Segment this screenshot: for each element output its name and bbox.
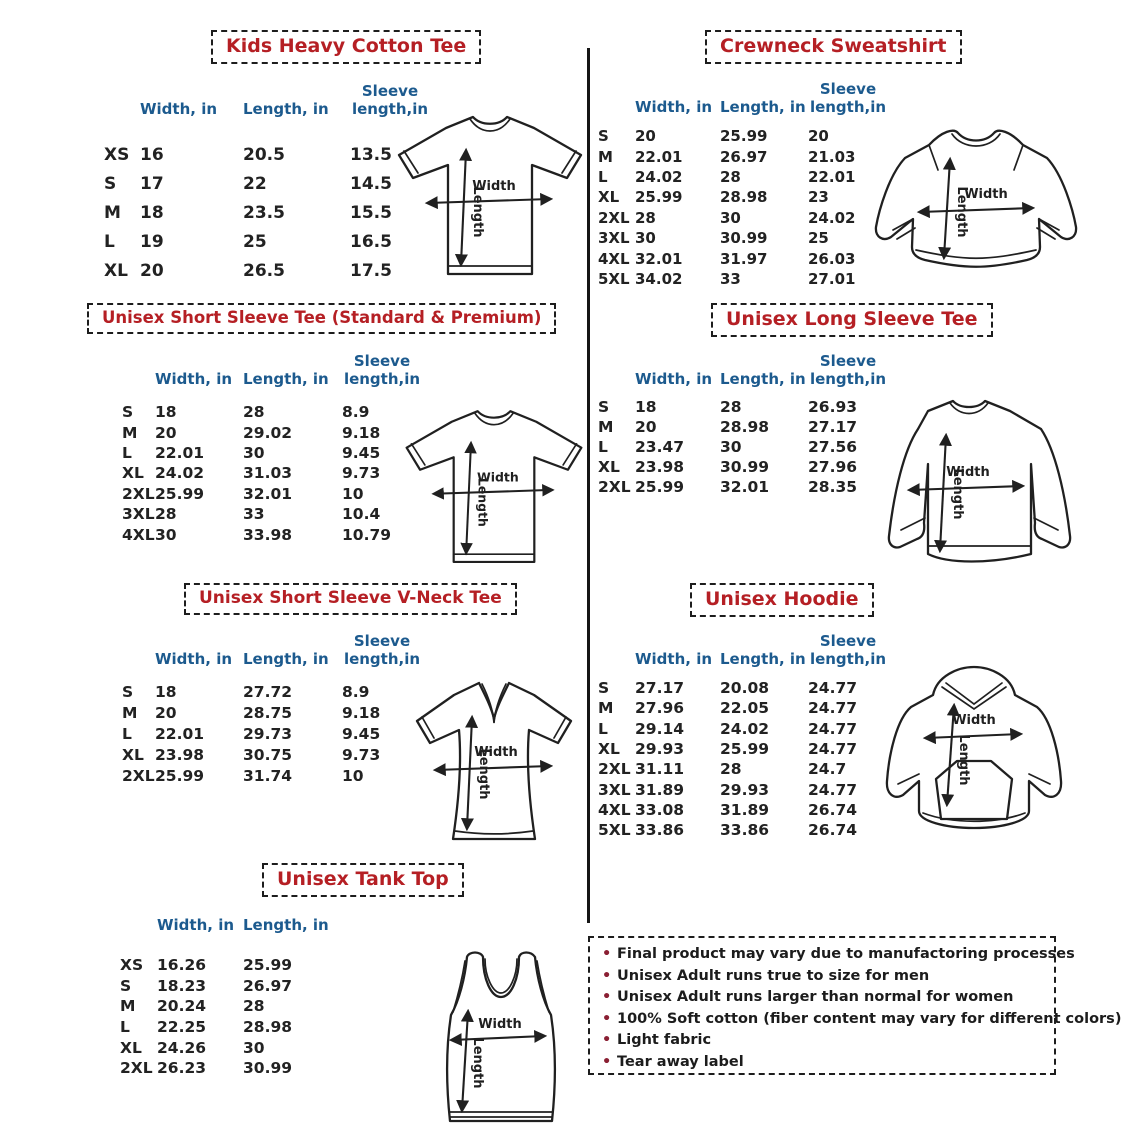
size-label: 2XL bbox=[120, 1059, 153, 1078]
measurement-value: 30.99 bbox=[720, 458, 770, 476]
measurement-value: 15.5 bbox=[350, 202, 392, 223]
section-title-unisex-hoodie: Unisex Hoodie bbox=[690, 583, 874, 617]
measurement-value: 18 bbox=[155, 403, 177, 422]
measurement-value: 23 bbox=[808, 188, 829, 207]
measurement-value: 9.18 bbox=[342, 704, 381, 723]
length-arrow-label: Length bbox=[954, 186, 969, 238]
size-table-kids-heavy-cotton-tee bbox=[104, 82, 430, 285]
size-row bbox=[598, 719, 888, 739]
size-row bbox=[598, 269, 888, 289]
measurement-value: 27.17 bbox=[808, 418, 858, 436]
measurement-value: 28.75 bbox=[243, 704, 293, 723]
size-label: S bbox=[120, 976, 132, 995]
size-label: 2XL bbox=[598, 478, 631, 496]
size-label: 4XL bbox=[598, 249, 630, 268]
size-row bbox=[598, 779, 888, 799]
size-label: M bbox=[598, 147, 613, 166]
size-row bbox=[120, 976, 333, 997]
column-header: Sleeve length,in bbox=[351, 82, 429, 118]
measurement-value: 24.77 bbox=[808, 699, 858, 718]
measurement-value: 22.01 bbox=[808, 167, 856, 186]
measurement-value: 24.02 bbox=[720, 719, 770, 738]
size-label: 3XL bbox=[598, 780, 631, 799]
section-title-unisex-tank-top: Unisex Tank Top bbox=[262, 863, 464, 897]
measurement-value: 27.56 bbox=[808, 438, 858, 456]
column-header: Sleeve length,in bbox=[343, 352, 421, 388]
size-label: 2XL bbox=[598, 760, 631, 779]
size-row bbox=[120, 1017, 333, 1038]
size-row bbox=[598, 477, 888, 497]
size-row bbox=[122, 724, 422, 745]
width-arrow-label: Width bbox=[478, 1017, 522, 1032]
column-header: Length, in bbox=[243, 650, 329, 668]
section-title-unisex-short-sleeve-tee: Unisex Short Sleeve Tee (Standard & Premium) bbox=[87, 303, 556, 334]
column-header: Width, in bbox=[635, 650, 713, 668]
column-header: Length, in bbox=[243, 916, 329, 934]
size-label: 4XL bbox=[598, 800, 631, 819]
measurement-value: 30 bbox=[635, 229, 656, 248]
section-title-kids-heavy-cotton-tee: Kids Heavy Cotton Tee bbox=[211, 30, 481, 64]
size-label: 5XL bbox=[598, 269, 630, 288]
measurement-value: 21.03 bbox=[808, 147, 856, 166]
measurement-value: 28 bbox=[243, 403, 265, 422]
measurement-value: 9.18 bbox=[342, 423, 381, 442]
size-row bbox=[122, 463, 422, 483]
note-item: • Tear away label bbox=[602, 1052, 1042, 1074]
size-row bbox=[104, 169, 430, 198]
measurement-value: 25.99 bbox=[720, 127, 768, 146]
measurement-value: 33.08 bbox=[635, 800, 685, 819]
measurement-value: 20.08 bbox=[720, 679, 770, 698]
size-label: 3XL bbox=[122, 505, 155, 524]
measurement-value: 30 bbox=[720, 438, 742, 456]
measurement-value: 18.23 bbox=[157, 976, 207, 995]
column-header: Width, in bbox=[635, 370, 713, 388]
size-label: XL bbox=[598, 740, 620, 759]
size-row bbox=[598, 126, 888, 146]
measurement-value: 30 bbox=[155, 525, 177, 544]
note-item: • Unisex Adult runs larger than normal for women bbox=[602, 987, 1042, 1009]
measurement-value: 30 bbox=[720, 208, 741, 227]
measurement-value: 22.01 bbox=[155, 724, 205, 743]
size-row bbox=[598, 248, 888, 268]
measurement-value: 26.74 bbox=[808, 821, 858, 840]
column-header: Sleeve length,in bbox=[809, 352, 887, 388]
size-row bbox=[120, 1037, 333, 1058]
measurement-value: 22.01 bbox=[635, 147, 683, 166]
column-header: Width, in bbox=[155, 650, 233, 668]
length-arrow-label: Length bbox=[475, 477, 491, 527]
width-arrow-label: Width bbox=[964, 187, 1008, 202]
measurement-value: 26.74 bbox=[808, 800, 858, 819]
note-item: • Unisex Adult runs true to size for men bbox=[602, 966, 1042, 988]
size-label: L bbox=[122, 443, 132, 462]
measurement-value: 22.05 bbox=[720, 699, 770, 718]
measurement-value: 29.93 bbox=[720, 780, 770, 799]
measurement-value: 33.86 bbox=[720, 821, 770, 840]
measurement-value: 26.23 bbox=[157, 1059, 207, 1078]
size-label: M bbox=[120, 997, 136, 1016]
measurement-value: 23.98 bbox=[155, 745, 205, 764]
length-arrow-label: Length bbox=[470, 1037, 485, 1089]
size-label: L bbox=[120, 1018, 130, 1037]
measurement-value: 10 bbox=[342, 484, 364, 503]
measurement-value: 23.5 bbox=[243, 202, 285, 223]
size-label: M bbox=[598, 699, 614, 718]
column-header: Width, in bbox=[157, 916, 235, 934]
size-table-unisex-hoodie bbox=[598, 632, 888, 840]
garment-outline bbox=[407, 411, 582, 562]
size-table-unisex-long-sleeve-tee bbox=[598, 352, 888, 497]
width-arrow-label: Width bbox=[952, 713, 996, 728]
measurement-value: 29.14 bbox=[635, 719, 685, 738]
measurement-value: 20 bbox=[808, 127, 829, 146]
column-header: Width, in bbox=[140, 100, 218, 118]
measurement-value: 24.77 bbox=[808, 740, 858, 759]
measurement-value: 24.02 bbox=[808, 208, 856, 227]
measurement-value: 25 bbox=[243, 231, 267, 252]
size-label: L bbox=[122, 724, 132, 743]
product-notes-box bbox=[588, 936, 1122, 1075]
measurement-value: 22.25 bbox=[157, 1018, 207, 1037]
column-header: Length, in bbox=[243, 370, 329, 388]
size-label: XL bbox=[122, 745, 144, 764]
measurement-value: 25.99 bbox=[155, 484, 205, 503]
measurement-value: 30 bbox=[243, 443, 265, 462]
measurement-value: 29.73 bbox=[243, 724, 293, 743]
size-row bbox=[120, 1058, 333, 1079]
size-label: 2XL bbox=[122, 484, 155, 503]
size-label: 5XL bbox=[598, 821, 631, 840]
measurement-value: 30.75 bbox=[243, 745, 293, 764]
measurement-value: 28 bbox=[720, 167, 741, 186]
width-arrow-label: Width bbox=[946, 465, 990, 480]
length-arrow-label: Length bbox=[476, 748, 491, 800]
measurement-value: 24.77 bbox=[808, 679, 858, 698]
measurement-value: 31.74 bbox=[243, 766, 293, 785]
measurement-value: 14.5 bbox=[350, 173, 392, 194]
size-table-unisex-short-sleeve-tee bbox=[122, 352, 422, 545]
measurement-value: 28 bbox=[155, 505, 177, 524]
measurement-value: 18 bbox=[140, 202, 164, 223]
measurement-value: 20 bbox=[635, 127, 656, 146]
size-row bbox=[598, 457, 888, 477]
hoodie-illustration bbox=[880, 660, 1068, 862]
note-item: • Light fabric bbox=[602, 1030, 1042, 1052]
width-arrow-label: Width bbox=[474, 745, 518, 760]
measurement-value: 28.98 bbox=[720, 188, 768, 207]
measurement-value: 8.9 bbox=[342, 403, 370, 422]
measurement-value: 28.98 bbox=[243, 1018, 293, 1037]
measurement-value: 20 bbox=[140, 260, 164, 281]
size-row bbox=[598, 800, 888, 820]
measurement-value: 26.93 bbox=[808, 398, 858, 416]
measurement-value: 16.26 bbox=[157, 956, 207, 975]
measurement-value: 29.02 bbox=[243, 423, 293, 442]
size-row bbox=[598, 739, 888, 759]
measurement-value: 32.01 bbox=[635, 249, 683, 268]
size-column-corner bbox=[122, 632, 155, 682]
measurement-value: 20 bbox=[155, 704, 177, 723]
measurement-value: 28.35 bbox=[808, 478, 858, 496]
measurement-value: 19 bbox=[140, 231, 164, 252]
measurement-value: 30 bbox=[243, 1038, 265, 1057]
measurement-value: 28 bbox=[243, 997, 265, 1016]
measurement-value: 33.86 bbox=[635, 821, 685, 840]
measurement-value: 25.99 bbox=[635, 188, 683, 207]
size-row bbox=[598, 698, 888, 718]
size-row bbox=[122, 765, 422, 786]
measurement-value: 31.11 bbox=[635, 760, 685, 779]
size-column-corner bbox=[598, 80, 635, 126]
measurement-value: 28 bbox=[720, 398, 742, 416]
garment-outline bbox=[889, 401, 1070, 562]
measurement-value: 26.97 bbox=[720, 147, 768, 166]
measurement-value: 10.4 bbox=[342, 505, 381, 524]
width-arrow-label: Width bbox=[476, 469, 519, 485]
measurement-value: 31.97 bbox=[720, 249, 768, 268]
tank-top-illustration bbox=[416, 942, 586, 1134]
measurement-value: 27.01 bbox=[808, 269, 856, 288]
width-arrow-label: Width bbox=[472, 179, 516, 194]
measurement-value: 9.73 bbox=[342, 745, 381, 764]
size-label: L bbox=[104, 231, 115, 252]
size-row bbox=[122, 484, 422, 504]
size-label: 2XL bbox=[122, 766, 155, 785]
size-column-corner bbox=[120, 916, 157, 955]
measurement-value: 9.45 bbox=[342, 443, 381, 462]
length-arrow-label: Length bbox=[956, 734, 971, 786]
size-row bbox=[122, 402, 422, 422]
measurement-value: 26.03 bbox=[808, 249, 856, 268]
measurement-value: 22.01 bbox=[155, 443, 205, 462]
garment-outline bbox=[417, 683, 571, 839]
size-label: S bbox=[122, 683, 134, 702]
measurement-value: 18 bbox=[155, 683, 177, 702]
measurement-value: 26.97 bbox=[243, 976, 293, 995]
size-row bbox=[598, 208, 888, 228]
size-row bbox=[598, 167, 888, 187]
measurement-value: 31.89 bbox=[720, 800, 770, 819]
size-row bbox=[598, 437, 888, 457]
measurement-value: 31.89 bbox=[635, 780, 685, 799]
note-item: • 100% Soft cotton (fiber content may vary for different colors) bbox=[602, 1009, 1042, 1031]
measurement-value: 24.26 bbox=[157, 1038, 207, 1057]
measurement-value: 24.02 bbox=[155, 464, 205, 483]
measurement-value: 25.99 bbox=[635, 478, 685, 496]
size-label: XS bbox=[104, 144, 130, 165]
size-row bbox=[122, 703, 422, 724]
size-row bbox=[122, 443, 422, 463]
measurement-value: 23.98 bbox=[635, 458, 685, 476]
length-arrow-label: Length bbox=[470, 186, 485, 238]
size-row bbox=[598, 397, 888, 417]
measurement-value: 28 bbox=[635, 208, 656, 227]
column-header: Length, in bbox=[720, 650, 806, 668]
measurement-value: 16.5 bbox=[350, 231, 392, 252]
size-label: 3XL bbox=[598, 229, 630, 248]
size-row bbox=[598, 146, 888, 166]
measurement-value: 33 bbox=[720, 269, 741, 288]
measurement-value: 24.77 bbox=[808, 719, 858, 738]
size-row bbox=[598, 759, 888, 779]
section-title-unisex-v-neck-tee: Unisex Short Sleeve V-Neck Tee bbox=[184, 583, 517, 615]
measurement-value: 20 bbox=[155, 423, 177, 442]
measurement-value: 13.5 bbox=[350, 144, 392, 165]
size-row bbox=[104, 198, 430, 227]
measurement-value: 9.45 bbox=[342, 724, 381, 743]
size-row bbox=[122, 504, 422, 524]
size-label: S bbox=[598, 127, 609, 146]
measurement-value: 33.98 bbox=[243, 525, 293, 544]
size-label: M bbox=[122, 423, 138, 442]
length-arrow-label: Length bbox=[950, 468, 965, 520]
long-sleeve-tee-illustration bbox=[858, 390, 1088, 578]
notes-list bbox=[602, 944, 1122, 1074]
measurement-value: 20.5 bbox=[243, 144, 285, 165]
measurement-value: 30.99 bbox=[243, 1059, 293, 1078]
size-table-crewneck-sweatshirt bbox=[598, 80, 888, 289]
measurement-value: 29.93 bbox=[635, 740, 685, 759]
section-title-crewneck-sweatshirt: Crewneck Sweatshirt bbox=[705, 30, 962, 64]
measurement-value: 8.9 bbox=[342, 683, 370, 702]
size-label: 2XL bbox=[598, 208, 630, 227]
size-label: XL bbox=[122, 464, 144, 483]
column-header: Width, in bbox=[155, 370, 233, 388]
size-row bbox=[598, 820, 888, 840]
measurement-value: 33 bbox=[243, 505, 265, 524]
measurement-value: 17 bbox=[140, 173, 164, 194]
size-label: M bbox=[122, 704, 138, 723]
size-row bbox=[104, 256, 430, 285]
measurement-value: 18 bbox=[635, 398, 657, 416]
size-column-corner bbox=[104, 82, 140, 140]
measurement-value: 34.02 bbox=[635, 269, 683, 288]
measurement-value: 25.99 bbox=[720, 740, 770, 759]
note-item: • Final product may vary due to manufactoring processes bbox=[602, 944, 1042, 966]
size-row bbox=[122, 524, 422, 544]
measurement-value: 26.5 bbox=[243, 260, 285, 281]
size-row bbox=[104, 140, 430, 169]
size-column-corner bbox=[598, 632, 635, 678]
measurement-value: 20 bbox=[635, 418, 657, 436]
size-row bbox=[104, 227, 430, 256]
size-label: L bbox=[598, 167, 608, 186]
garment-outline bbox=[399, 117, 581, 274]
size-row bbox=[598, 417, 888, 437]
measurement-value: 10 bbox=[342, 766, 364, 785]
size-row bbox=[598, 228, 888, 248]
size-label: M bbox=[104, 202, 121, 223]
column-header: Sleeve length,in bbox=[809, 632, 887, 668]
size-column-corner bbox=[122, 352, 155, 402]
size-row bbox=[122, 422, 422, 442]
column-header: Sleeve length,in bbox=[809, 80, 887, 116]
size-table-unisex-v-neck-tee bbox=[122, 632, 422, 786]
size-row bbox=[598, 187, 888, 207]
measurement-value: 27.96 bbox=[635, 699, 685, 718]
size-label: S bbox=[104, 173, 117, 194]
size-label: M bbox=[598, 418, 614, 436]
measurement-value: 22 bbox=[243, 173, 267, 194]
size-label: S bbox=[122, 403, 134, 422]
column-header: Length, in bbox=[720, 370, 806, 388]
measurement-value: 23.47 bbox=[635, 438, 685, 456]
measurement-value: 17.5 bbox=[350, 260, 392, 281]
size-label: XL bbox=[120, 1038, 142, 1057]
size-table-unisex-tank-top bbox=[120, 916, 333, 1079]
measurement-value: 27.17 bbox=[635, 679, 685, 698]
size-label: XL bbox=[598, 188, 620, 207]
measurement-value: 25 bbox=[808, 229, 829, 248]
measurement-value: 24.02 bbox=[635, 167, 683, 186]
measurement-value: 24.77 bbox=[808, 780, 858, 799]
size-label: S bbox=[598, 679, 610, 698]
measurement-value: 32.01 bbox=[243, 484, 293, 503]
size-row bbox=[122, 744, 422, 765]
measurement-value: 10.79 bbox=[342, 525, 392, 544]
v-neck-tee-illustration bbox=[400, 670, 588, 858]
size-label: L bbox=[598, 438, 608, 456]
size-row bbox=[120, 996, 333, 1017]
size-label: XL bbox=[104, 260, 128, 281]
size-label: 4XL bbox=[122, 525, 155, 544]
measurement-value: 32.01 bbox=[720, 478, 770, 496]
measurement-value: 20.24 bbox=[157, 997, 207, 1016]
measurement-value: 28 bbox=[720, 760, 742, 779]
crewneck-sweatshirt-illustration bbox=[866, 122, 1086, 294]
size-label: XL bbox=[598, 458, 620, 476]
size-row bbox=[598, 678, 888, 698]
measurement-value: 27.72 bbox=[243, 683, 293, 702]
column-header: Length, in bbox=[720, 98, 806, 116]
measurement-value: 31.03 bbox=[243, 464, 293, 483]
size-row bbox=[122, 682, 422, 703]
size-label: XS bbox=[120, 956, 144, 975]
short-sleeve-tee-illustration bbox=[398, 398, 590, 578]
measurement-value: 27.96 bbox=[808, 458, 858, 476]
column-header: Length, in bbox=[243, 100, 329, 118]
size-label: S bbox=[598, 398, 610, 416]
column-header: Sleeve length,in bbox=[343, 632, 421, 668]
measurement-value: 25.99 bbox=[155, 766, 205, 785]
size-column-corner bbox=[598, 352, 635, 397]
measurement-value: 16 bbox=[140, 144, 164, 165]
measurement-value: 25.99 bbox=[243, 956, 293, 975]
measurement-value: 9.73 bbox=[342, 464, 381, 483]
short-sleeve-tee-illustration bbox=[390, 106, 590, 288]
size-row bbox=[120, 955, 333, 976]
section-title-unisex-long-sleeve-tee: Unisex Long Sleeve Tee bbox=[711, 303, 993, 337]
size-label: L bbox=[598, 719, 608, 738]
measurement-value: 24.7 bbox=[808, 760, 847, 779]
column-header: Width, in bbox=[635, 98, 713, 116]
measurement-value: 30.99 bbox=[720, 229, 768, 248]
measurement-value: 28.98 bbox=[720, 418, 770, 436]
